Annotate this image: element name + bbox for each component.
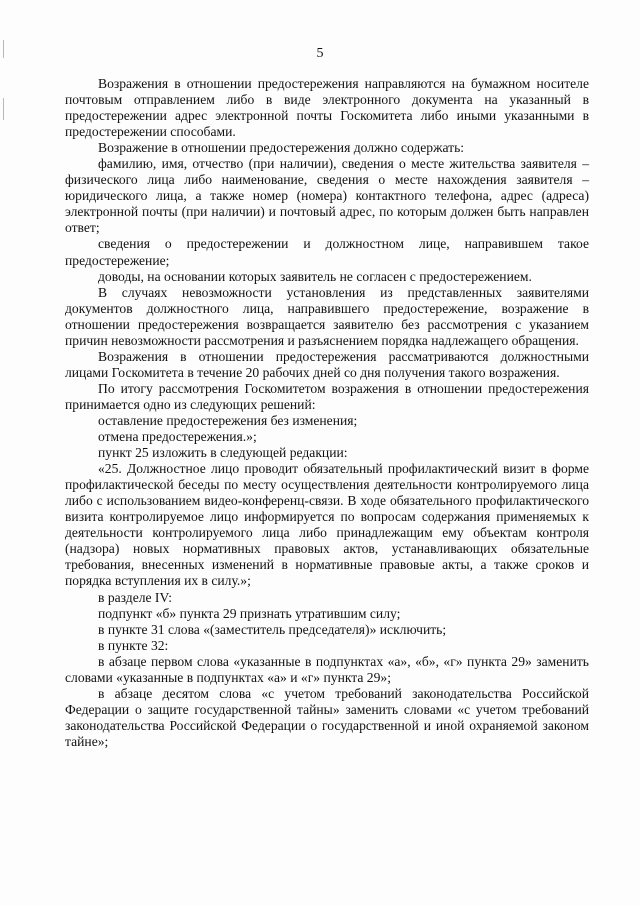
paragraph: Возражения в отношении предостережения рассматриваются должностными лицами Госкомитета в течение 20 рабочих дней со дня получения такого возражения.: [65, 348, 589, 380]
paragraph: фамилию, имя, отчество (при наличии), сведения о месте жительства заявителя – физического лица либо наименование, сведения о месте нахождения заявителя – юридического лица, а также номер (номера) контактного телефона, адрес (адреса) электронной почты (при наличии) и почтовый адрес, по которым должен быть направлен ответ;: [65, 156, 589, 236]
paragraph: сведения о предостережении и должностном лице, направившем такое предостережение;: [65, 236, 589, 268]
paragraph: оставление предостережения без изменения;: [98, 412, 358, 428]
paragraph: По итогу рассмотрения Госкомитетом возражения в отношении предостережения принимается одно из следующих решений:: [65, 380, 589, 412]
document-body: [65, 76, 589, 750]
paragraph: подпункт «б» пункта 29 признать утратившим силу;: [98, 605, 401, 621]
paragraph: в разделе IV:: [98, 589, 173, 605]
scan-artifact-mark: [3, 98, 4, 120]
page-number: 5: [316, 46, 324, 61]
paragraph: Возражения в отношении предостережения направляются на бумажном носителе почтовым отправлением либо в виде электронного документа на указанный в предостережении адрес электронной почты Госкомитета либо иными указанными в предостережении способами.: [65, 76, 589, 140]
paragraph: В случаях невозможности установления из представленных заявителями документов должностного лица, направившего предостережение, возражение в отношении предостережения возвращается заявителю без рассмотрения с указанием причин невозможности рассмотрения и разъяснением порядка надлежащего обращения.: [65, 284, 589, 348]
paragraph: в пункте 32:: [98, 637, 169, 653]
paragraph: отмена предостережения.»;: [98, 429, 257, 445]
paragraph: в абзаце первом слова «указанные в подпунктах «а», «б», «г» пункта 29» заменить словами «указанные в подпунктах «а» и «г» пункта 29»;: [65, 653, 589, 685]
paragraph: пункт 25 изложить в следующей редакции:: [98, 445, 348, 461]
paragraph: в абзаце десятом слова «с учетом требований законодательства Российской Федерации о защите государственной тайны» заменить словами «с учетом требований законодательства Российской Федерации о государственной и иной охраняемой законом тайне»;: [65, 685, 589, 749]
paragraph: Возражение в отношении предостережения должно содержать:: [98, 140, 465, 156]
paragraph: доводы, на основании которых заявитель не согласен с предостережением.: [98, 268, 532, 284]
paragraph: «25. Должностное лицо проводит обязательный профилактический визит в форме профилактической беседы по месту осуществления деятельности контролируемого лица либо с использованием видео-конференц-связи. В ходе обязательного профилактического визита контролируемое лицо информируется по вопросам содержания применяемых к деятельности контролируемого лица либо принадлежащим ему объектам контроля (надзора) новых нормативных правовых актов, устанавливающих обязательные требования, внесенных изменений в нормативные правовые акты, а также сроков и порядка вступления их в силу.»;: [65, 461, 589, 589]
paragraph: в пункте 31 слова «(заместитель председателя)» исключить;: [98, 621, 447, 637]
